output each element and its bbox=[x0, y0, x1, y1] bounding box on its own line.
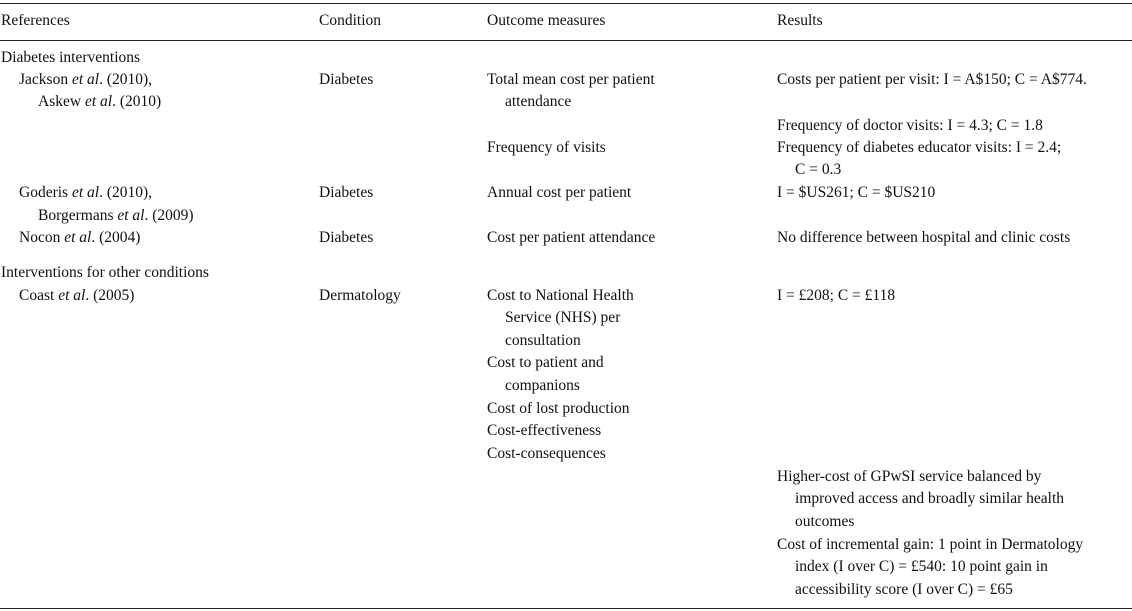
header-condition: Condition bbox=[319, 12, 382, 29]
outcome-jackson-1a: Total mean cost per patient bbox=[487, 71, 655, 88]
result-coast-2b: improved access and broadly similar health bbox=[795, 490, 1065, 507]
section-other-conditions: Interventions for other conditions bbox=[1, 264, 209, 281]
outcome-coast-nhs-b: Service (NHS) per bbox=[505, 309, 621, 326]
header-outcome-measures: Outcome measures bbox=[487, 12, 606, 29]
condition-nocon: Diabetes bbox=[319, 229, 374, 246]
ref-askew: Askew et al. (2010) bbox=[38, 93, 162, 110]
outcome-jackson-2: Frequency of visits bbox=[487, 139, 606, 156]
top-rule bbox=[0, 3, 1132, 4]
header-results: Results bbox=[777, 12, 823, 29]
result-coast-3b: index (I over C) = £540: 10 point gain in bbox=[795, 558, 1048, 575]
result-coast-2c: outcomes bbox=[795, 513, 855, 530]
condition-goderis: Diabetes bbox=[319, 184, 374, 201]
result-nocon: No difference between hospital and clinic costs bbox=[777, 229, 1071, 246]
outcome-jackson-1b: attendance bbox=[505, 93, 572, 110]
result-coast-3c: accessibility score (I over C) = £65 bbox=[795, 581, 1013, 598]
condition-coast: Dermatology bbox=[319, 287, 401, 304]
outcome-coast-nhs-a: Cost to National Health bbox=[487, 287, 634, 304]
section-diabetes: Diabetes interventions bbox=[1, 49, 141, 66]
result-coast-2a: Higher-cost of GPwSI service balanced by bbox=[777, 468, 1042, 485]
outcome-coast-nhs-c: consultation bbox=[505, 332, 581, 349]
result-jackson-2: Frequency of doctor visits: I = 4.3; C = 1.8 bbox=[777, 117, 1043, 134]
ref-nocon: Nocon et al. (2004) bbox=[19, 229, 141, 246]
ref-jackson: Jackson et al. (2010), bbox=[19, 71, 153, 88]
header-references: References bbox=[1, 12, 70, 29]
outcome-coast-patient-a: Cost to patient and bbox=[487, 354, 604, 371]
result-goderis: I = $US261; C = $US210 bbox=[777, 184, 936, 201]
ref-goderis: Goderis et al. (2010), bbox=[19, 184, 153, 201]
result-coast-3a: Cost of incremental gain: 1 point in Dermatology bbox=[777, 536, 1084, 553]
result-coast-1: I = £208; C = £118 bbox=[777, 287, 896, 304]
outcome-nocon: Cost per patient attendance bbox=[487, 229, 656, 246]
header-rule bbox=[0, 40, 1132, 41]
result-jackson-1: Costs per patient per visit: I = A$150; C = A$774. bbox=[777, 71, 1087, 88]
outcome-coast-cost-consequences: Cost-consequences bbox=[487, 445, 606, 462]
ref-borgermans: Borgermans et al. (2009) bbox=[38, 207, 194, 224]
outcome-coast-patient-b: companions bbox=[505, 377, 580, 394]
result-jackson-3a: Frequency of diabetes educator visits: I = 2.4; bbox=[777, 139, 1062, 156]
outcome-coast-cost-effectiveness: Cost-effectiveness bbox=[487, 422, 602, 439]
outcome-coast-lost-production: Cost of lost production bbox=[487, 400, 630, 417]
outcome-goderis: Annual cost per patient bbox=[487, 184, 632, 201]
condition-jackson: Diabetes bbox=[319, 71, 374, 88]
ref-coast: Coast et al. (2005) bbox=[19, 287, 135, 304]
result-jackson-3b: C = 0.3 bbox=[795, 161, 842, 178]
bottom-rule bbox=[0, 608, 1132, 609]
